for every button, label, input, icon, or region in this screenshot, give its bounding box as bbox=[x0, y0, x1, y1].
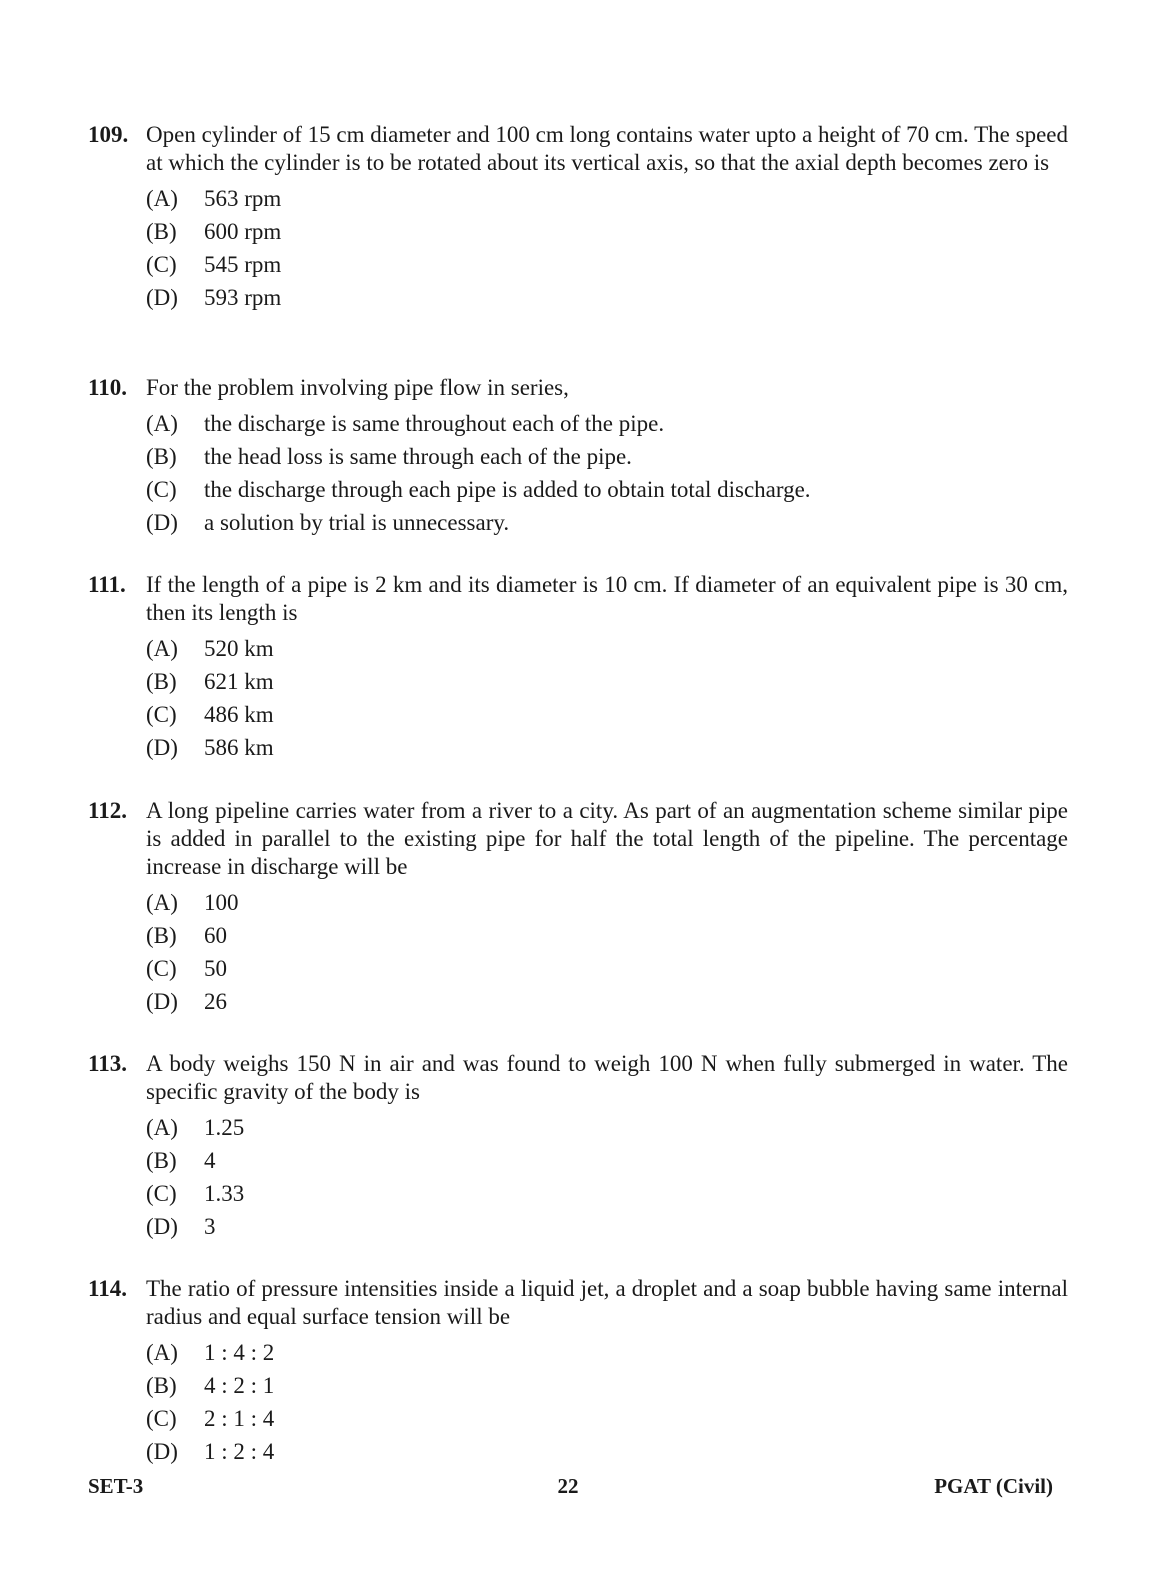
option-key: (D) bbox=[146, 735, 178, 760]
option-key: (D) bbox=[146, 510, 178, 535]
option-text: 1 : 2 : 4 bbox=[204, 1439, 275, 1464]
option-text: 1.33 bbox=[204, 1181, 245, 1206]
option-text: 4 : 2 : 1 bbox=[204, 1373, 275, 1398]
option-key: (B) bbox=[146, 923, 177, 948]
option-b bbox=[146, 665, 1068, 698]
option-c bbox=[146, 1177, 1068, 1210]
question-text: Open cylinder of 15 cm diameter and 100 cm long contains water upto a height of 70 cm. The speed at which the cylinder is to be rotated about its vertical axis, so that the axial depth becomes zero is bbox=[146, 122, 1068, 175]
option-key: (A) bbox=[146, 890, 178, 915]
question-112 bbox=[88, 797, 1068, 1018]
option-d bbox=[146, 1210, 1068, 1243]
option-text: 545 rpm bbox=[204, 252, 282, 277]
option-key: (A) bbox=[146, 636, 178, 661]
option-text: 600 rpm bbox=[204, 219, 282, 244]
option-a bbox=[146, 886, 1068, 919]
option-key: (B) bbox=[146, 1373, 177, 1398]
option-a bbox=[146, 182, 1068, 215]
question-number: 112. bbox=[88, 798, 127, 823]
option-key: (B) bbox=[146, 669, 177, 694]
option-text: 26 bbox=[204, 989, 227, 1014]
footer-page-number: 22 bbox=[557, 1474, 579, 1498]
footer-paper-label: PGAT (Civil) bbox=[934, 1474, 1053, 1498]
option-key: (D) bbox=[146, 285, 178, 310]
option-key: (C) bbox=[146, 1181, 177, 1206]
option-text: 50 bbox=[204, 956, 227, 981]
option-b bbox=[146, 1144, 1068, 1177]
option-text: 3 bbox=[204, 1214, 216, 1239]
question-text: The ratio of pressure intensities inside a liquid jet, a droplet and a soap bubble having same internal radius and equal surface tension will be bbox=[146, 1276, 1068, 1329]
question-109 bbox=[88, 121, 1068, 314]
option-a bbox=[146, 1336, 1068, 1369]
option-b bbox=[146, 440, 1068, 473]
question-number: 110. bbox=[88, 375, 127, 400]
option-list bbox=[146, 1111, 1068, 1243]
option-text: a solution by trial is unnecessary. bbox=[204, 510, 510, 535]
option-key: (A) bbox=[146, 1115, 178, 1140]
option-c bbox=[146, 698, 1068, 731]
option-b bbox=[146, 919, 1068, 952]
option-b bbox=[146, 1369, 1068, 1402]
option-key: (B) bbox=[146, 444, 177, 469]
option-text: 60 bbox=[204, 923, 227, 948]
option-c bbox=[146, 1402, 1068, 1435]
option-text: 4 bbox=[204, 1148, 216, 1173]
option-key: (D) bbox=[146, 1214, 178, 1239]
option-c bbox=[146, 473, 1068, 506]
option-d bbox=[146, 1435, 1068, 1468]
question-number: 111. bbox=[88, 572, 126, 597]
option-text: 621 km bbox=[204, 669, 274, 694]
option-text: 2 : 1 : 4 bbox=[204, 1406, 275, 1431]
option-text: 486 km bbox=[204, 702, 274, 727]
option-text: the discharge through each pipe is added to obtain total discharge. bbox=[204, 477, 811, 502]
option-a bbox=[146, 1111, 1068, 1144]
option-list bbox=[146, 632, 1068, 764]
option-key: (A) bbox=[146, 411, 178, 436]
option-text: 100 bbox=[204, 890, 239, 915]
option-text: the discharge is same throughout each of the pipe. bbox=[204, 411, 665, 436]
question-text: If the length of a pipe is 2 km and its diameter is 10 cm. If diameter of an equivalent pipe is 30 cm, then its length is bbox=[146, 572, 1068, 625]
option-list bbox=[146, 407, 1068, 539]
question-110 bbox=[88, 374, 1068, 539]
option-d bbox=[146, 985, 1068, 1018]
option-text: 520 km bbox=[204, 636, 274, 661]
option-a bbox=[146, 632, 1068, 665]
option-text: 1 : 4 : 2 bbox=[204, 1340, 275, 1365]
footer-set-label: SET-3 bbox=[88, 1474, 144, 1498]
option-key: (D) bbox=[146, 1439, 178, 1464]
option-key: (A) bbox=[146, 186, 178, 211]
option-list bbox=[146, 886, 1068, 1018]
option-text: the head loss is same through each of the pipe. bbox=[204, 444, 632, 469]
option-list bbox=[146, 182, 1068, 314]
option-key: (C) bbox=[146, 477, 177, 502]
option-a bbox=[146, 407, 1068, 440]
question-114 bbox=[88, 1275, 1068, 1468]
option-key: (D) bbox=[146, 989, 178, 1014]
option-c bbox=[146, 248, 1068, 281]
option-d bbox=[146, 281, 1068, 314]
option-key: (A) bbox=[146, 1340, 178, 1365]
question-number: 113. bbox=[88, 1051, 127, 1076]
question-111 bbox=[88, 571, 1068, 764]
question-text: A body weighs 150 N in air and was found to weigh 100 N when fully submerged in water. The specific gravity of the body is bbox=[146, 1051, 1068, 1104]
option-b bbox=[146, 215, 1068, 248]
option-key: (C) bbox=[146, 1406, 177, 1431]
option-d bbox=[146, 731, 1068, 764]
question-text: A long pipeline carries water from a river to a city. As part of an augmentation scheme similar pipe is added in parallel to the existing pipe for half the total length of the pipeline. The percentage increase in discharge will be bbox=[146, 798, 1068, 879]
option-key: (B) bbox=[146, 1148, 177, 1173]
question-113 bbox=[88, 1050, 1068, 1243]
option-d bbox=[146, 506, 1068, 539]
option-key: (C) bbox=[146, 252, 177, 277]
question-number: 109. bbox=[88, 122, 129, 147]
option-text: 586 km bbox=[204, 735, 274, 760]
option-text: 563 rpm bbox=[204, 186, 282, 211]
option-c bbox=[146, 952, 1068, 985]
option-list bbox=[146, 1336, 1068, 1468]
option-text: 1.25 bbox=[204, 1115, 245, 1140]
option-key: (C) bbox=[146, 702, 177, 727]
option-text: 593 rpm bbox=[204, 285, 282, 310]
option-key: (B) bbox=[146, 219, 177, 244]
question-text: For the problem involving pipe flow in series, bbox=[146, 375, 569, 400]
option-key: (C) bbox=[146, 956, 177, 981]
question-number: 114. bbox=[88, 1276, 127, 1301]
